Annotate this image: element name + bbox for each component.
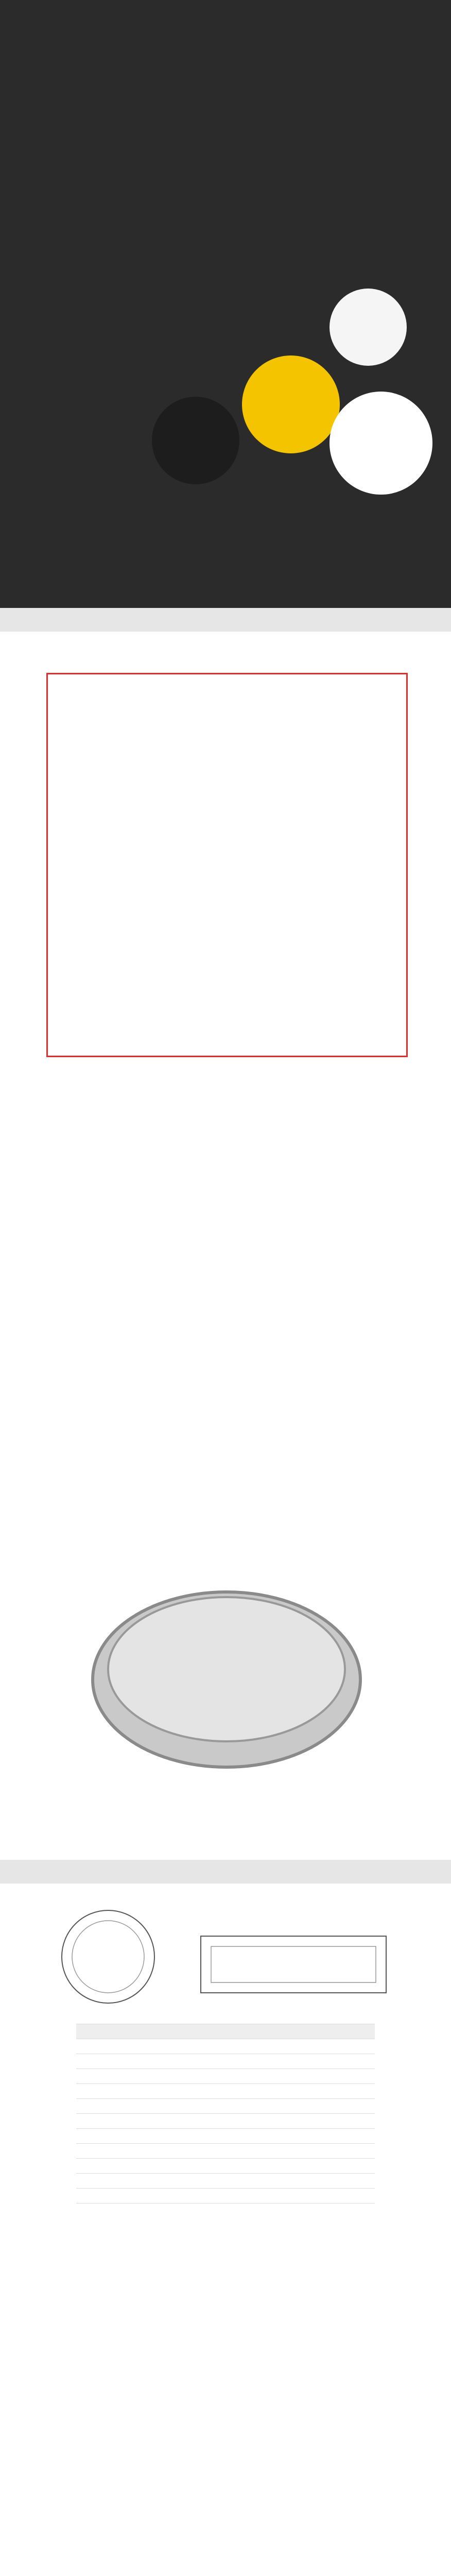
spec-table <box>76 2024 375 2218</box>
table-cell <box>204 2054 247 2069</box>
table-cell <box>76 2084 119 2099</box>
manhole-cover-photo <box>67 1504 386 1814</box>
table-cell <box>162 2174 204 2189</box>
hero-badge-1 <box>152 397 239 484</box>
table-cell <box>204 2159 247 2174</box>
table-cell <box>289 2054 332 2069</box>
table-cell <box>289 2129 332 2144</box>
table-cell <box>76 2159 119 2174</box>
table-header <box>119 2024 162 2039</box>
table-cell <box>247 2129 289 2144</box>
table-cell <box>204 2084 247 2099</box>
table-cell <box>247 2174 289 2189</box>
table-cell <box>119 2114 162 2129</box>
table-row <box>76 2054 375 2069</box>
table-cell <box>204 2174 247 2189</box>
table-cell <box>247 2114 289 2129</box>
table-header <box>247 2024 289 2039</box>
table-cell <box>162 2189 204 2204</box>
table-cell <box>332 2084 375 2099</box>
technical-drawing <box>21 1895 432 2019</box>
table-header <box>289 2024 332 2039</box>
spec-table-body <box>76 2039 375 2218</box>
table-row <box>76 2159 375 2174</box>
order-line <box>130 1334 439 1348</box>
brand-logo <box>27 46 89 77</box>
product-english-name <box>0 1479 451 1501</box>
notice-line <box>68 839 386 853</box>
table-cell <box>162 2129 204 2144</box>
table-cell <box>76 2114 119 2129</box>
option-outside-title <box>62 2565 371 2576</box>
table-cell <box>332 2069 375 2084</box>
section-bar-production <box>0 608 451 632</box>
hero-badge-4 <box>329 392 432 495</box>
table-cell <box>119 2129 162 2144</box>
table-header <box>332 2024 375 2039</box>
table-cell <box>76 2129 119 2144</box>
table-cell <box>247 2204 289 2218</box>
notice-line <box>68 860 386 873</box>
table-cell <box>76 2069 119 2084</box>
table-cell <box>289 2189 332 2204</box>
table-header <box>162 2024 204 2039</box>
table-cell <box>119 2189 162 2204</box>
table-cell <box>247 2144 289 2159</box>
table-cell <box>119 2159 162 2174</box>
table-cell <box>76 2099 119 2114</box>
table-cell <box>162 2039 204 2054</box>
order-line <box>130 1293 439 1307</box>
table-header <box>204 2024 247 2039</box>
option-gasket-text <box>93 2482 402 2495</box>
table-header <box>76 2024 119 2039</box>
product-section <box>0 1401 451 1855</box>
drawing-section <box>0 1885 451 2225</box>
table-cell <box>332 2114 375 2129</box>
table-cell <box>76 2144 119 2159</box>
table-cell <box>332 2144 375 2159</box>
table-cell <box>332 2174 375 2189</box>
table-row <box>76 2144 375 2159</box>
table-row <box>76 2114 375 2129</box>
table-cell <box>162 2144 204 2159</box>
table-cell <box>247 2039 289 2054</box>
section-bar-label <box>6 1866 315 1877</box>
table-cell <box>162 2114 204 2129</box>
table-cell <box>247 2099 289 2114</box>
table-cell <box>332 2204 375 2218</box>
table-cell <box>332 2159 375 2174</box>
table-cell <box>247 2084 289 2099</box>
section-bar-drawing <box>0 1860 451 1884</box>
table-cell <box>204 2144 247 2159</box>
table-cell <box>247 2054 289 2069</box>
option-gasket-title <box>62 2456 371 2477</box>
order-heading <box>129 1185 386 1226</box>
hero-badge-2 <box>242 355 340 453</box>
table-cell <box>119 2099 162 2114</box>
table-row <box>76 2069 375 2084</box>
option-u-type-title <box>62 2225 371 2245</box>
table-cell <box>289 2039 332 2054</box>
notice-line <box>68 901 386 914</box>
table-cell <box>119 2069 162 2084</box>
notice-line <box>68 880 386 894</box>
table-cell <box>162 2069 204 2084</box>
table-cell <box>247 2189 289 2204</box>
table-cell <box>119 2084 162 2099</box>
table-cell <box>76 2204 119 2218</box>
hero-headline <box>27 85 315 147</box>
hero-body <box>27 165 243 268</box>
table-cell <box>289 2084 332 2099</box>
table-row <box>76 2129 375 2144</box>
table-cell <box>119 2054 162 2069</box>
table-cell <box>119 2174 162 2189</box>
table-cell <box>204 2039 247 2054</box>
table-cell <box>289 2114 332 2129</box>
table-cell <box>289 2144 332 2159</box>
option-u-type-text <box>93 2250 402 2263</box>
table-cell <box>119 2144 162 2159</box>
table-cell <box>332 2189 375 2204</box>
table-row <box>76 2204 375 2218</box>
table-cell <box>332 2039 375 2054</box>
table-row <box>76 2189 375 2204</box>
table-cell <box>332 2099 375 2114</box>
table-cell <box>76 2174 119 2189</box>
table-cell <box>204 2189 247 2204</box>
table-cell <box>162 2099 204 2114</box>
table-cell <box>76 2189 119 2204</box>
product-model <box>0 1450 451 1478</box>
table-cell <box>204 2204 247 2218</box>
table-cell <box>204 2099 247 2114</box>
table-cell <box>204 2129 247 2144</box>
table-cell <box>119 2204 162 2218</box>
section-bar-label <box>6 614 315 625</box>
table-cell <box>332 2054 375 2069</box>
table-cell <box>162 2159 204 2174</box>
product-title <box>0 1412 451 1448</box>
table-cell <box>289 2069 332 2084</box>
order-line <box>130 1273 439 1286</box>
table-cell <box>76 2039 119 2054</box>
hero-badge-3 <box>329 289 407 366</box>
table-cell <box>162 2054 204 2069</box>
table-cell <box>162 2084 204 2099</box>
table-cell <box>119 2039 162 2054</box>
notice-section <box>0 642 451 1183</box>
notice-sub <box>68 762 386 808</box>
table-cell <box>247 2069 289 2084</box>
table-cell <box>289 2099 332 2114</box>
table-cell <box>204 2069 247 2084</box>
hero-banner <box>0 0 451 608</box>
options-section <box>0 2225 451 2576</box>
table-row <box>76 2099 375 2114</box>
notice-title <box>48 695 406 731</box>
notice-box <box>46 673 408 1057</box>
table-row <box>76 2174 375 2189</box>
table-cell <box>162 2204 204 2218</box>
order-line <box>130 1355 439 1368</box>
table-cell <box>289 2159 332 2174</box>
table-cell <box>289 2204 332 2218</box>
table-cell <box>247 2159 289 2174</box>
table-row <box>76 2039 375 2054</box>
table-row <box>76 2084 375 2099</box>
table-cell <box>332 2129 375 2144</box>
table-cell <box>76 2054 119 2069</box>
order-line <box>130 1314 439 1327</box>
table-cell <box>204 2114 247 2129</box>
table-cell <box>289 2174 332 2189</box>
